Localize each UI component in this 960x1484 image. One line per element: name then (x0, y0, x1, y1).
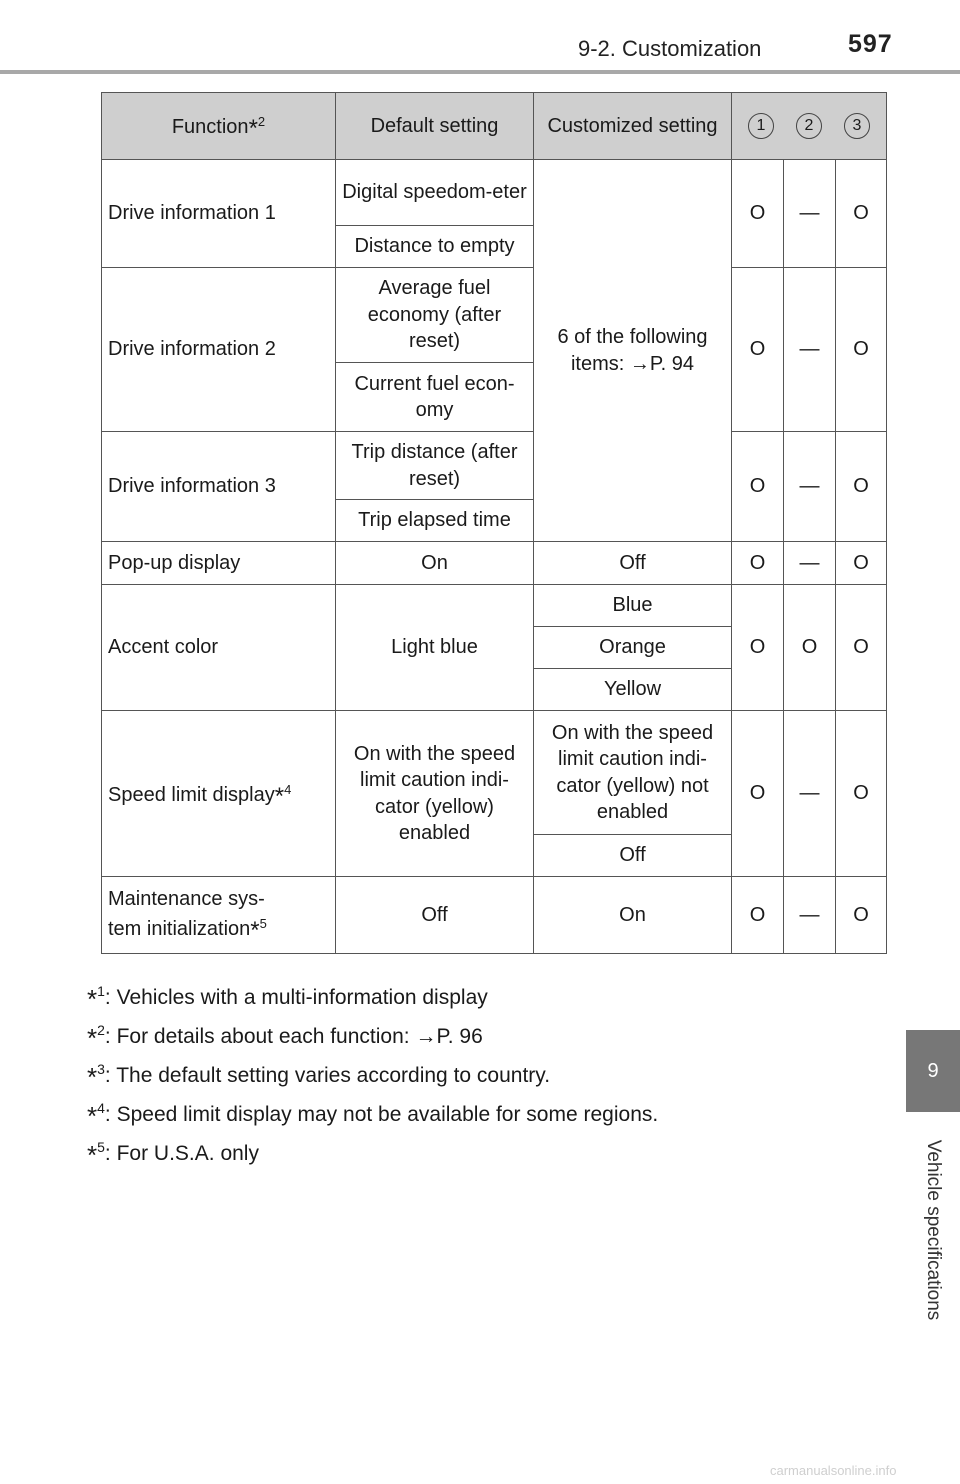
footnote: *$^3$: The default setting varies according to country. (87, 1061, 551, 1092)
function-line: tem initialization*$^5$ (108, 916, 267, 945)
customized-cell: Off (534, 835, 732, 877)
chapter-label-text: Vehicle specifications (923, 1139, 944, 1321)
default-cell: Trip distance (after reset) (336, 432, 534, 500)
default-cell: Digital speedom-eter (336, 160, 534, 226)
mark-cell: O (784, 585, 836, 711)
footnotes (87, 972, 659, 1170)
mark-cell: — (784, 432, 836, 542)
watermark: carmanualsonline.info (770, 1463, 897, 1478)
default-cell: On (336, 542, 534, 585)
mark-cell: — (784, 160, 836, 268)
function-cell: Drive information 1 (102, 160, 336, 268)
mark-cell: O (732, 432, 784, 542)
function-cell: Pop-up display (102, 542, 336, 585)
table-row (102, 542, 887, 585)
default-cell: Off (336, 877, 534, 954)
footnote: *$^4$: Speed limit display may not be available for some regions. (87, 1100, 659, 1131)
footnote: *$^1$: Vehicles with a multi-information display (87, 983, 488, 1014)
footnote: *$^5$: For U.S.A. only (87, 1139, 259, 1170)
customized-cell: Orange (534, 627, 732, 669)
customized-cell: Off (534, 542, 732, 585)
number-3-icon: 3 (844, 113, 870, 139)
mark-cell: O (836, 160, 887, 268)
number-2-icon: 2 (796, 113, 822, 139)
default-cell: Trip elapsed time (336, 500, 534, 542)
mark-cell: O (732, 585, 784, 711)
col-customized: Customized setting (534, 93, 732, 160)
mark-cell: — (784, 542, 836, 585)
table-header-row (102, 93, 887, 160)
function-cell: Drive information 2 (102, 268, 336, 432)
table-row (102, 432, 887, 500)
default-cell: Current fuel econ-omy (336, 363, 534, 432)
mark-cell: O (732, 542, 784, 585)
customized-cell: Blue (534, 585, 732, 627)
table-row (102, 268, 887, 363)
chapter-number: 9 (927, 1059, 939, 1082)
page-number: 597 (848, 30, 893, 58)
default-cell: On with the speed limit caution indi-cator (yellow) enabled (336, 711, 534, 877)
chapter-label (906, 1120, 960, 1340)
col-function: Function*$^2$ (102, 93, 336, 160)
mark-cell: O (836, 585, 887, 711)
function-cell: Accent color (102, 585, 336, 711)
mark-cell: O (732, 160, 784, 268)
mark-cell: O (836, 542, 887, 585)
default-cell: Distance to empty (336, 226, 534, 268)
col-numbers (732, 93, 887, 160)
mark-cell: O (732, 711, 784, 877)
mark-cell: O (836, 268, 887, 432)
default-cell: Average fuel economy (after reset) (336, 268, 534, 363)
customized-cell: 6 of the following items: →P. 94 (534, 160, 732, 542)
footnote: *$^2$: For details about each function: →P. 96 (87, 1022, 483, 1053)
section-title: 9-2. Customization (578, 36, 762, 61)
mark-cell: — (784, 711, 836, 877)
table-row (102, 877, 887, 954)
table-row (102, 160, 887, 226)
col-default: Default setting (336, 93, 534, 160)
mark-cell: O (732, 877, 784, 954)
customized-cell: On (534, 877, 732, 954)
header-divider (0, 70, 960, 74)
mark-cell: — (784, 268, 836, 432)
function-cell: Drive information 3 (102, 432, 336, 542)
number-1-icon: 1 (748, 113, 774, 139)
mark-cell: O (732, 268, 784, 432)
mark-cell: O (836, 877, 887, 954)
function-cell (102, 877, 336, 954)
customized-cell: Yellow (534, 669, 732, 711)
mark-cell: O (836, 432, 887, 542)
table-row (102, 711, 887, 835)
customized-cell: On with the speed limit caution indi-cator (yellow) not enabled (534, 711, 732, 835)
table-row (102, 585, 887, 627)
customization-table (101, 92, 887, 954)
chapter-tab (906, 1030, 960, 1112)
default-cell: Light blue (336, 585, 534, 711)
mark-cell: O (836, 711, 887, 877)
function-cell: Speed limit display*$^4$ (102, 711, 336, 877)
mark-cell: — (784, 877, 836, 954)
function-line: Maintenance sys- (108, 887, 265, 910)
